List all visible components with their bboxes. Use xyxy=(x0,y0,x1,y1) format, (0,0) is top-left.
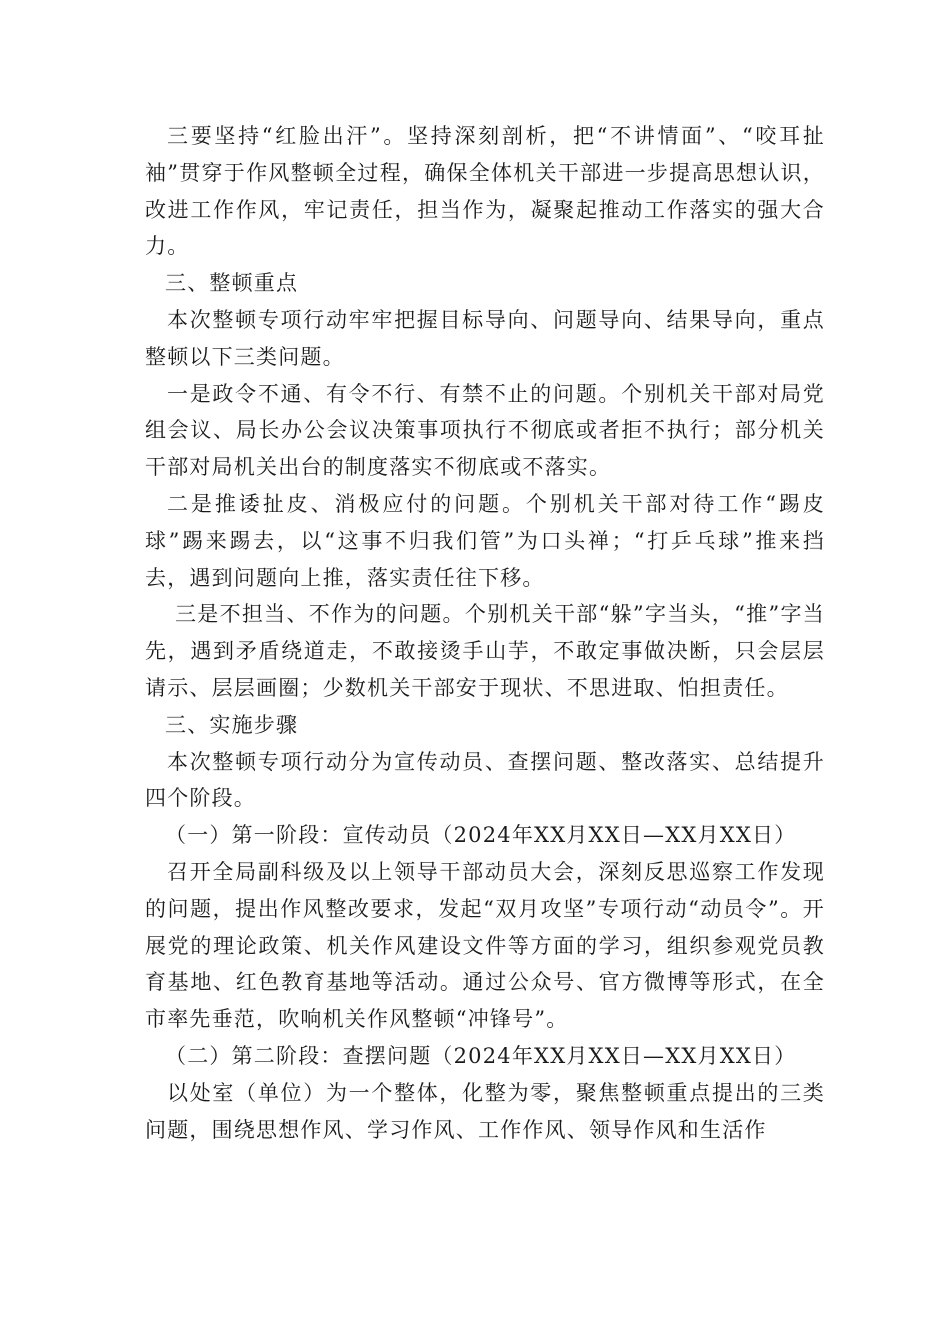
paragraph-focus-intro: 本次整顿专项行动牢牢把握目标导向、问题导向、结果导向，重点整顿以下三类问题。 xyxy=(145,307,825,369)
paragraph-problem-3: 三是不担当、不作为的问题。个别机关干部“躲”字当头，“推”字当先，遇到矛盾绕道走，不敢接烫手山芋，不敢定事做决断，只会层层请示、层层画圈；少数机关干部安于现状、不思进取、怕担责任。 xyxy=(145,602,825,700)
paragraph-red-face: 三要坚持“红脸出汗”。坚持深刻剖析，把“不讲情面”、“咬耳扯袖”贯穿于作风整顿全过程，确保全体机关干部进一步提高思想认识，改进工作作风，牢记责任，担当作为，凝聚起推动工作落实的强大合力。 xyxy=(145,124,825,259)
document-body xyxy=(145,118,825,1148)
paragraph-phase-2: 以处室（单位）为一个整体，化整为零，聚焦整顿重点提出的三类问题，围绕思想作风、学习作风、工作作风、领导作风和生活作 xyxy=(145,1080,825,1142)
paragraph-problem-2: 二是推诿扯皮、消极应付的问题。个别机关干部对待工作“踢皮球”踢来踢去，以“这事不归我们管”为口头禅；“打乒乓球”推来挡去，遇到问题向上推，落实责任往下移。 xyxy=(145,491,825,590)
phase-heading-2: （二）第二阶段：查摆问题（2024年XX月XX日—XX月XX日） xyxy=(165,1043,797,1068)
paragraph-problem-1: 一是政令不通、有令不行、有禁不止的问题。个别机关干部对局党组会议、局长办公会议决策事项执行不彻底或者拒不执行；部分机关干部对局机关出台的制度落实不彻底或不落实。 xyxy=(145,381,825,480)
phase-heading-1: （一）第一阶段：宣传动员（2024年XX月XX日—XX月XX日） xyxy=(165,823,797,848)
section-heading-steps: 三、实施步骤 xyxy=(165,712,299,737)
section-heading-focus: 三、整顿重点 xyxy=(165,271,299,296)
paragraph-phase-1: 召开全局副科级及以上领导干部动员大会，深刻反思巡察工作发现的问题，提出作风整改要求，发起“双月攻坚”专项行动“动员令”。开展党的理论政策、机关作风建设文件等方面的学习，组织参观党员教育基地、红色教育基地等活动。通过公众号、官方微博等形式，在全市率先垂范，吹响机关作风整顿“冲锋号”。 xyxy=(145,859,825,1032)
paragraph-steps-intro: 本次整顿专项行动分为宣传动员、查摆问题、整改落实、总结提升四个阶段。 xyxy=(145,749,825,811)
